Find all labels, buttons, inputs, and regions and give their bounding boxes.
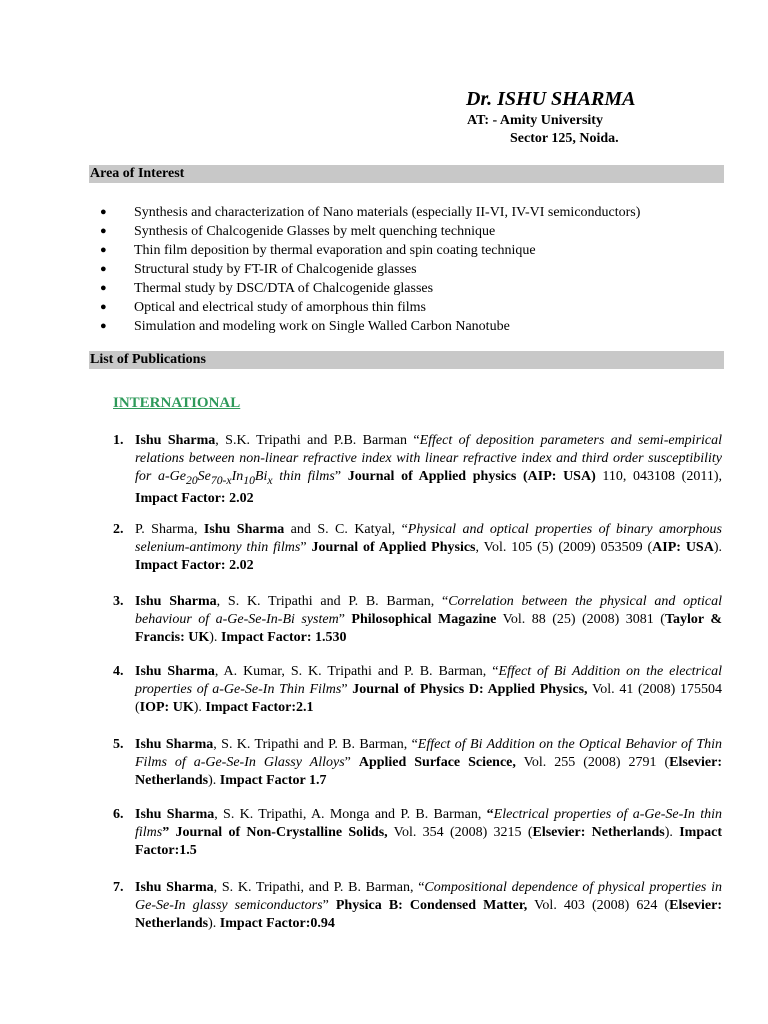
publisher: Taylor & Francis: UK	[135, 612, 722, 645]
list-item: ● Structural study by FT-IR of Chalcogenide glasses	[100, 262, 417, 277]
publication-journal: Journal of Applied physics (AIP: USA)	[347, 469, 596, 484]
publication-journal: Journal of Applied Physics	[311, 540, 476, 555]
bullet-icon: ●	[100, 206, 107, 218]
impact-factor: Impact Factor: 1.530	[220, 630, 347, 645]
bullet-icon: ●	[100, 244, 107, 256]
list-item: ● Thermal study by DSC/DTA of Chalcogenide glasses	[100, 281, 434, 296]
impact-factor: Impact Factor: 2.02	[135, 490, 254, 506]
affiliation: AT: - Amity University	[467, 113, 603, 128]
publisher: AIP: USA	[652, 540, 714, 555]
publication-title: Electrical properties of a-Ge-Se-In thin films	[135, 807, 722, 840]
list-item: ● Optical and electrical study of amorphous thin films	[100, 300, 426, 315]
list-item: ● Synthesis and characterization of Nano materials (especially II-VI, IV-VI semiconductors)	[100, 205, 641, 220]
publication-author: Ishu Sharma	[135, 880, 214, 895]
impact-factor: Impact Factor: 2.02	[135, 558, 254, 573]
publication-number: 5.	[113, 737, 124, 752]
publication-author: Ishu Sharma	[135, 664, 215, 679]
international-heading: INTERNATIONAL	[113, 395, 241, 411]
bullet-icon: ●	[100, 263, 107, 275]
publication-journal: Physica B: Condensed Matter,	[335, 898, 528, 913]
publication-number: 2.	[113, 522, 124, 537]
publication-title: Physical and optical properties of binary amorphous selenium-antimony thin films	[135, 522, 722, 555]
list-item: ● Simulation and modeling work on Single Walled Carbon Nanotube	[100, 319, 510, 334]
publication-journal: Applied Surface Science,	[358, 755, 516, 770]
address: Sector 125, Noida.	[510, 131, 619, 146]
impact-factor: Impact Factor:1.5	[135, 825, 722, 858]
publisher: Elsevier: Netherlands	[135, 755, 722, 788]
publisher: IOP: UK	[139, 700, 194, 715]
bullet-icon: ●	[100, 320, 107, 332]
list-item: ● Synthesis of Chalcogenide Glasses by melt quenching technique	[100, 224, 496, 239]
publication-number: 1.	[113, 433, 124, 448]
publication-item: 6. Ishu Sharma, S. K. Tripathi, A. Monga and P. B. Barman, “Electrical properties of a-Ge-Se-In thin films” Journal of Non-Crystalline Solids, Vol. 354 (2008) 3215 (Elsevier: Netherlands). Impact Factor:1.5	[113, 807, 722, 858]
publication-item: 4. Ishu Sharma, A. Kumar, S. K. Tripathi and P. B. Barman, “Effect of Bi Addition on the electrical properties of a-Ge-Se-In Thin Films” Journal of Physics D: Applied Physics, Vol. 41 (2008) 175504 (IOP: UK). Impact Factor:2.1	[113, 664, 722, 715]
section-publications: List of Publications	[89, 351, 724, 369]
publication-author: Ishu Sharma	[135, 433, 216, 448]
publication-number: 4.	[113, 664, 124, 679]
publication-number: 7.	[113, 880, 124, 895]
publication-journal: Philosophical Magazine	[351, 612, 497, 627]
impact-factor: Impact Factor:2.1	[205, 700, 314, 715]
bullet-icon: ●	[100, 225, 107, 237]
publication-author: Ishu Sharma	[203, 522, 285, 537]
publication-item: 3. Ishu Sharma, S. K. Tripathi and P. B. Barman, “Correlation between the physical and optical behaviour of a-Ge-Se-In-Bi system” Philosophical Magazine Vol. 88 (25) (2008) 3081 (Taylor & Francis: UK). Impact Factor: 1.530	[113, 594, 723, 645]
list-item: ● Thin film deposition by thermal evaporation and spin coating technique	[100, 243, 536, 258]
publication-author: Ishu Sharma	[135, 737, 214, 752]
publication-title: Compositional dependence of physical properties in Ge-Se-In glassy semiconductors	[135, 880, 722, 913]
publication-title: Effect of Bi Addition on the electrical properties of a-Ge-Se-In Thin Films	[135, 664, 722, 697]
bullet-icon: ●	[100, 282, 107, 294]
publication-item: 1. Ishu Sharma, S.K. Tripathi and P.B. Barman “Effect of deposition parameters and semi-empirical relations between non-linear refractive index with linear refractive index and third order susceptibility for $a-Ge_{20}Se_{70-x}In_{10}Bi_x$ thin films” Journal of Applied physics (AIP: USA) 110, 043108 (2011), Impact Factor: 2.02	[113, 433, 723, 506]
publication-number: 6.	[113, 807, 124, 822]
publication-number: 3.	[113, 594, 124, 609]
publisher: Elsevier: Netherlands	[135, 898, 722, 931]
publication-journal: Journal of Physics D: Applied Physics,	[352, 682, 588, 697]
publisher: Elsevier: Netherlands	[532, 825, 665, 840]
publication-item: 2. P. Sharma, Ishu Sharma and S. C. Katyal, “Physical and optical properties of binary amorphous selenium-antimony thin films” Journal of Applied Physics, Vol. 105 (5) (2009) 053509 (AIP: USA). Impact Factor: 2.02	[113, 522, 723, 573]
publication-title: Effect of Bi Addition on the Optical Behavior of Thin Films of a-Ge-Se-In Glassy Alloys	[135, 737, 722, 770]
author-name: Dr. ISHU SHARMA	[466, 88, 636, 110]
section-area-of-interest: Area of Interest	[89, 165, 724, 183]
bullet-icon: ●	[100, 301, 107, 313]
publication-item: 7. Ishu Sharma, S. K. Tripathi, and P. B. Barman, “Compositional dependence of physical properties in Ge-Se-In glassy semiconductors” Physica B: Condensed Matter, Vol. 403 (2008) 624 (Elsevier: Netherlands). Impact Factor:0.94	[113, 880, 722, 931]
publication-item: 5. Ishu Sharma, S. K. Tripathi and P. B. Barman, “Effect of Bi Addition on the Optical Behavior of Thin Films of a-Ge-Se-In Glassy Alloys” Applied Surface Science, Vol. 255 (2008) 2791 (Elsevier: Netherlands). Impact Factor 1.7	[113, 737, 722, 788]
impact-factor: Impact Factor:0.94	[219, 916, 335, 931]
interest-list	[100, 203, 720, 336]
publication-journal: Journal of Non-Crystalline Solids,	[175, 825, 388, 840]
impact-factor: Impact Factor 1.7	[219, 773, 327, 788]
publication-author: Ishu Sharma	[135, 807, 215, 822]
publication-title: Effect of deposition parameters and semi-empirical relations between non-linear refractive index with linear refractive index and third order susceptibility for $a-Ge_{20}Se_{70-x}In_{10}Bi_x$ thin films	[135, 433, 723, 487]
publication-title: Correlation between the physical and optical behaviour of a-Ge-Se-In-Bi system	[135, 594, 723, 627]
publication-author: Ishu Sharma	[135, 594, 217, 609]
